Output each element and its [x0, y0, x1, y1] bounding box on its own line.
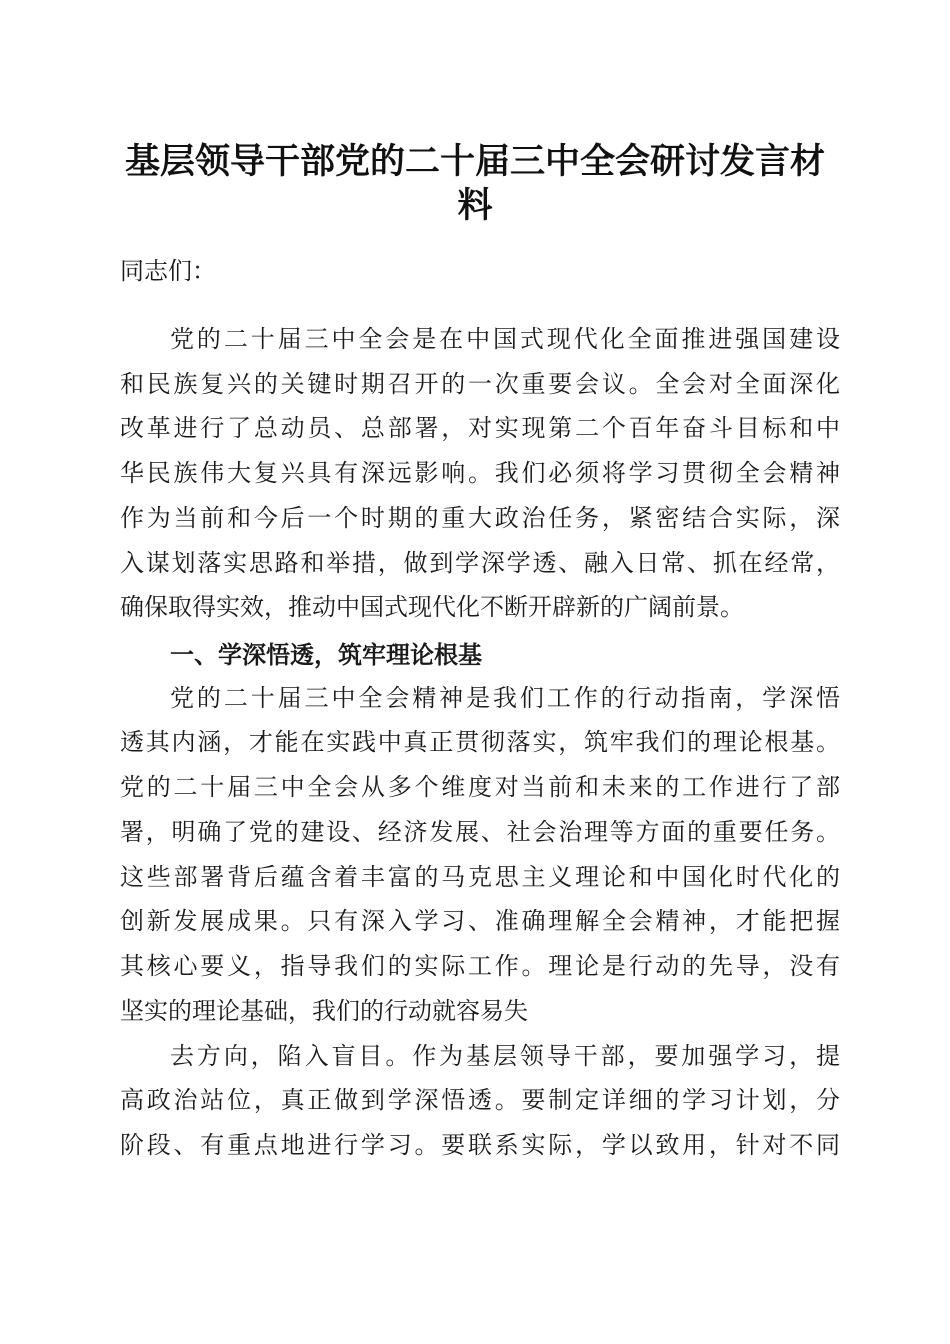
paragraph-line: 这些部署背后蕴含着丰富的马克思主义理论和中国化时代化的 — [120, 863, 840, 891]
paragraph-line: 其核心要义，指导我们的实际工作。理论是行动的先导，没有 — [120, 952, 840, 980]
paragraph-line: 透其内涵，才能在实践中真正贯彻落实，筑牢我们的理论根基。 — [120, 728, 840, 756]
paragraph-line: 高政治站位，真正做到学深悟透。要制定详细的学习计划，分 — [120, 1086, 840, 1114]
document-title-line-2: 料 — [457, 185, 493, 226]
paragraph-line: 去方向，陷入盲目。作为基层领导干部，要加强学习，提 — [170, 1042, 840, 1070]
paragraph-line: 华民族伟大复兴具有深远影响。我们必须将学习贯彻全会精神 — [120, 459, 840, 487]
paragraph-line: 和民族复兴的关键时期召开的一次重要会议。全会对全面深化 — [120, 370, 840, 398]
paragraph-line: 入谋划落实思路和举措，做到学深学透、融入日常、抓在经常， — [120, 549, 840, 577]
paragraph-line: 坚实的理论基础，我们的行动就容易失 — [120, 997, 528, 1025]
paragraph-line: 作为当前和今后一个时期的重大政治任务，紧密结合实际，深 — [120, 504, 840, 532]
paragraph-line: 党的二十届三中全会精神是我们工作的行动指南，学深悟 — [170, 684, 840, 712]
section-heading: 一、学深悟透，筑牢理论根基 — [170, 641, 482, 669]
paragraph-line: 创新发展成果。只有深入学习、准确理解全会精神，才能把握 — [120, 907, 840, 935]
salutation: 同志们： — [120, 257, 216, 285]
document-title-line-1: 基层领导干部党的二十届三中全会研讨发言材 — [124, 141, 825, 182]
paragraph-line: 改革进行了总动员、总部署，对实现第二个百年奋斗目标和中 — [120, 414, 840, 442]
paragraph-line: 署，明确了党的建设、经济发展、社会治理等方面的重要任务。 — [120, 818, 840, 846]
paragraph-line: 阶段、有重点地进行学习。要联系实际，学以致用，针对不同 — [120, 1131, 840, 1159]
paragraph-line: 党的二十届三中全会从多个维度对当前和未来的工作进行了部 — [120, 773, 840, 801]
paragraph-line: 党的二十届三中全会是在中国式现代化全面推进强国建设 — [170, 325, 840, 353]
paragraph-line: 确保取得实效，推动中国式现代化不断开辟新的广阔前景。 — [120, 593, 744, 621]
